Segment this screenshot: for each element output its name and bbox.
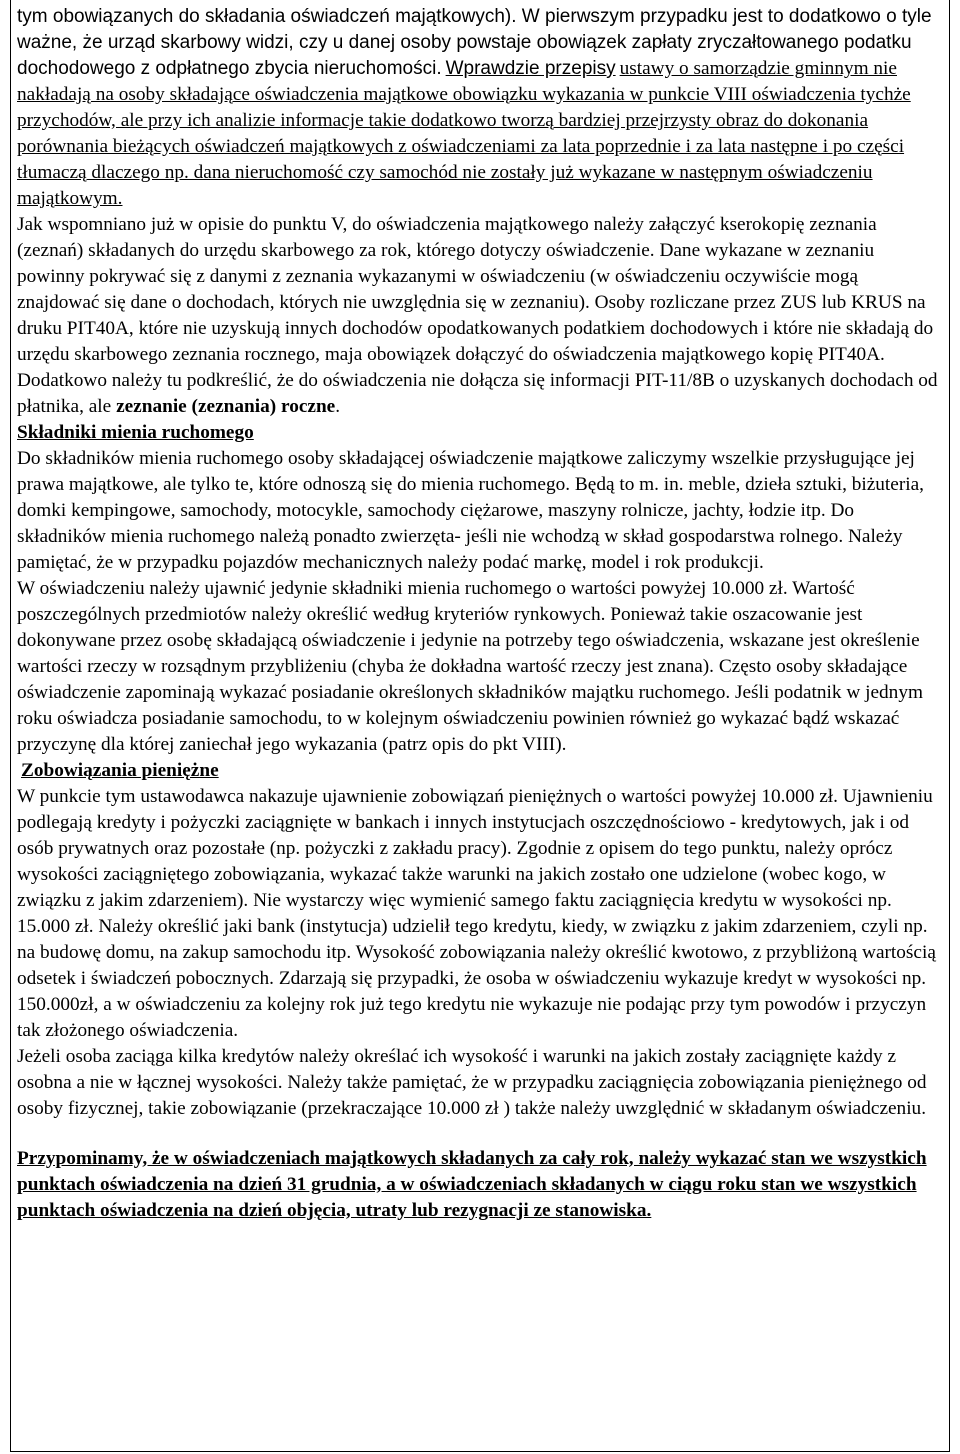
document-page bbox=[10, 0, 950, 1452]
section-heading-movable-property: Składniki mienia ruchomego bbox=[17, 422, 254, 443]
paragraph-multiple-loans: Jeżeli osoba zaciąga kilka kredytów należy określać ich wysokość i warunki na jakich zostały zaciągnięte każdy z osobna a nie w łącznej wysokości. Należy także pamiętać, że w przypadku zaciągnięcia zobowiązania pieniężnego od osoby fizycznej, takie zobowiązanie (przekraczające 10.000 zł ) także należy uwzględnić w składanym oświadczeniu. bbox=[17, 1046, 927, 1119]
paragraph-movable-property: Do składników mienia ruchomego osoby składającej oświadczenie majątkowe zaliczymy wszelkie przysługujące jej prawa majątkowe, ale tylko te, które odnoszą się do mienia ruchomego. Będą to m. in. meble, dzieła sztuki, biżuteria, domki kempingowe, samochody, motocykle, samochody ciężarowe, maszyny rolnicze, jachty, łodzie itp. Do składników mienia ruchomego należą ponadto zwierzęta- jeśli nie wchodzą w skład gospodarstwa rolnego. Należy pamiętać, że w przypadku pojazdów mechanicznych należy podać markę, model i rok produkcji. bbox=[17, 448, 925, 573]
spacer bbox=[17, 1122, 943, 1146]
paragraph-property-sale bbox=[17, 4, 943, 212]
paragraph-text: tym obowiązanych do składania oświadczeń majątkowych). W pierwszym przypadku jest to dodatkowo o tyle ważne, że urząd skarbowy widzi, czy u danej osoby powstaje obowiązek zapłaty zryczałtowanego podatku dochodowego z odpłatnego zbycia nieruchomości. bbox=[17, 6, 932, 79]
paragraph-text: Jak wspomniano już w opisie do punktu V, do oświadczenia majątkowego należy załączyć kserokopię zeznania (zeznań) składanych do urzędu skarbowego za rok, którego dotyczy oświadczenie. Dane wykazane w zeznaniu powinny pokrywać się z danymi z zeznania wykazanymi w oświadczeniu (w oświadczeniu oczywiście mogą znajdować się dane o dochodach, których nie uwzględnia się w zeznaniu). Osoby rozliczane przez ZUS lub KRUS na druku PIT40A, które nie uzyskują innych dochodów opodatkowanych podatkiem dochodowych i które nie składają do urzędu skarbowego zeznania rocznego, maja obowiązek dołączyć do oświadczenia majątkowego kopię PIT40A. Dodatkowo należy tu podkreślić, że do oświadczenia nie dołącza się informacji PIT-11/8B o uzyskanych dochodach od płatnika, ale bbox=[17, 214, 938, 417]
sentence-end: . bbox=[335, 396, 341, 417]
paragraph-liabilities: W punkcie tym ustawodawca nakazuje ujawnienie zobowiązań pieniężnych o wartości powyżej 10.000 zł. Ujawnieniu podlegają kredyty i pożyczki zaciągnięte w bankach i innych instytucjach oszczędnościowo - kredytowych, jak i od osób prywatnych oraz pozostałe (np. pożyczki z zakładu pracy). Zgodnie z opisem do tego punktu, należy oprócz wysokości zaciągniętego zobowiązania, wykazać także warunki na jakich zostało one udzielone (wobec kogo, w związku z jakim zdarzeniem). Nie wystarczy więc wymienić samego faktu zaciągnięcia kredytu w wysokości np. 15.000 zł. Należy określić jaki bank (instytucja) udzielił tego kredytu, kiedy, w związku z jakim zdarzeniem, czyli np. na budowę domu, na zakup samochodu itp. Wysokość zobowiązania należy określić kwotowo, z przybliżoną wartością odsetek i świadczeń pobocznych. Zdarzają się przypadki, że osoba w oświadczeniu wykazuje kredyt w wysokości np. 150.000zł, a w oświadczeniu za kolejny rok już tego kredytu nie wykazuje nie podając przy tym powodów i przyczyn tak złożonego oświadczenia. bbox=[17, 786, 936, 1041]
paragraph-tax-return bbox=[17, 212, 943, 420]
paragraph-underlined-text: ustawy o samorządzie gminnym nie nakładają na osoby składające oświadczenia majątkowe obowiązku wykazania w punkcie VIII oświadczenia tychże przychodów, ale przy ich analizie informacje takie dodatkowo tworzą bardziej przejrzysty obraz do dokonania porównania bieżących oświadczeń majątkowych z oświadczeniami za lata poprzednie i za lata następne i po części tłumaczą dlaczego np. dana nieruchomość czy samochód nie zostały już wykazane w następnym oświadczeniu majątkowym. bbox=[17, 58, 911, 209]
reminder-note: Przypominamy, że w oświadczeniach majątkowych składanych za cały rok, należy wykazać stan we wszystkich punktach oświadczenia na dzień 31 grudnia, a w oświadczeniach składanych w ciągu roku stan we wszystkich punktach oświadczenia na dzień objęcia, utraty lub rezygnacji ze stanowiska. bbox=[17, 1148, 927, 1221]
section-heading-liabilities: Zobowiązania pieniężne bbox=[21, 760, 219, 781]
bold-phrase: zeznanie (zeznania) roczne bbox=[116, 396, 336, 417]
paragraph-underlined-text: Wprawdzie przepisy bbox=[445, 58, 616, 79]
paragraph-movable-property-value: W oświadczeniu należy ujawnić jedynie składniki mienia ruchomego o wartości powyżej 10.000 zł. Wartość poszczególnych przedmiotów należy określić według kryteriów rynkowych. Ponieważ takie oszacowanie jest dokonywane przez osobę składającą oświadczenie i jedynie na potrzeby tego oświadczenia, wskazane jest określenie wartości rzeczy w rozsądnym przybliżeniu (chyba że dokładna wartość rzeczy jest znana). Często osoby składające oświadczenie zapominają wykazać posiadanie określonych składników majątku ruchomego. Jeśli podatnik w jednym roku oświadcza posiadanie samochodu, to w kolejnym oświadczeniu powinien również go wykazać bądź wskazać przyczynę dla której zaniechał jego wykazania (patrz opis do pkt VIII). bbox=[17, 578, 923, 755]
